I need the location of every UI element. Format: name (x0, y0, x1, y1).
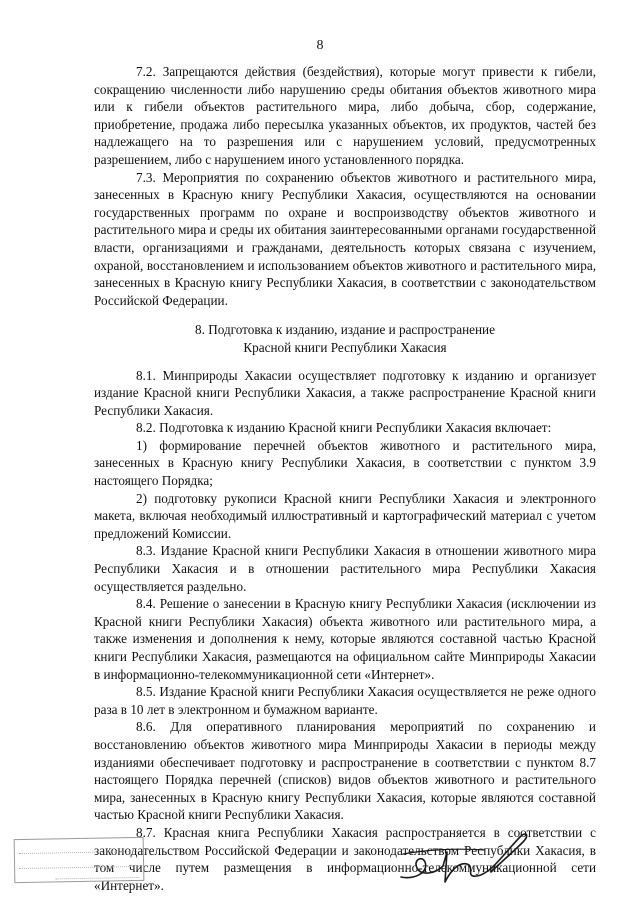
section-8-heading (94, 321, 596, 356)
paragraph-8-4: 8.4. Решение о занесении в Красную книгу Республики Хакасия (исключении из Красной книги Республики Хакасия) объекта животного или растительного мира, а также изменения и дополнения к нему, которые являются составной частью Красной книги Республики Хакасия, размещаются на официальном сайте Минприроды Хакасии в информационно-телекоммуникационной сети «Интернет». (94, 596, 596, 682)
section-heading-line-2: Красной книги Республики Хакасия (243, 339, 447, 355)
page-number: 8 (316, 38, 324, 53)
paragraph-8-2-item-2: 2) подготовку рукописи Красной книги Республики Хакасия и электронного макета, включая необходимый иллюстративный и картографический материал с учетом предложений Комиссии. (94, 490, 596, 541)
signature-icon (395, 822, 535, 892)
section-heading-line-1: 8. Подготовка к изданию, издание и распространение (195, 322, 495, 338)
paragraph-8-6: 8.6. Для оперативного планирования мероприятий по сохранению и восстановлению объектов животного мира Минприроды Хакасии в периоды между изданиями обеспечивает подготовку и распространение в соответствии с пунктом 8.7 настоящего Порядка перечней (списков) видов объектов животного и растительного мира, занесенных в Красную книгу Республики Хакасия, которые являются составной частью Красной книги Республики Хакасия. (94, 719, 596, 823)
paragraph-7-2: 7.2. Запрещаются действия (бездействия), которые могут привести к гибели, сокращению численности либо нарушению среды обитания объектов животного мира или к гибели объектов растительного мира, либо добыча, сбор, содержание, приобретение, продажа либо пересылка указанных объектов, их продуктов, частей без надлежащего на то разрешения или с нарушением условий, предусмотренных разрешением, либо с нарушением иного установленного порядка. (94, 64, 596, 167)
paragraph-8-2: 8.2. Подготовка к изданию Красной книги Республики Хакасия включает: (136, 420, 552, 436)
paragraph-8-1: 8.1. Минприроды Хакасии осуществляет подготовку к изданию и организует издание Красной книги Республики Хакасия, а также распространение Красной книги Республики Хакасия. (94, 367, 596, 418)
paragraph-8-7: 8.7. Красная книга Республики Хакасия распространяется в соответствии с законодательством Российской Федерации и законодательством Республики Хакасия, в том числе путем размещения в информационно-телекоммуникационной сети «Интернет». (94, 824, 596, 893)
faded-stamp-mark (14, 837, 145, 883)
paragraph-8-5: 8.5. Издание Красной книги Республики Хакасия осуществляется не реже одного раза в 10 лет в электронном и бумажном варианте. (94, 684, 596, 717)
paragraph-8-2-item-1: 1) формирование перечней объектов животного и растительного мира, занесенных в Красную книгу Республики Хакасия, в соответствии с пунктом 3.9 настоящего Порядка; (94, 437, 596, 489)
paragraph-8-3: 8.3. Издание Красной книги Республики Хакасия в отношении животного мира Республики Хакасия и в отношении растительного мира Республики Хакасия осуществляется раздельно. (94, 543, 596, 594)
document-body (94, 63, 596, 894)
paragraph-7-3: 7.3. Мероприятия по сохранению объектов животного и растительного мира, занесенных в Красную книгу Республики Хакасия, осуществляются на основании государственных программ по охране и воспроизводству объектов животного и растительного мира и среды их обитания заинтересованными органами государственной власти, организациями и гражданами, деятельность которых связана с изучением, охраной, восстановлением и использованием объектов животного и растительного мира, занесенных в Красную книгу Республики Хакасия, в соответствии с законодательством Российской Федерации. (94, 169, 596, 308)
